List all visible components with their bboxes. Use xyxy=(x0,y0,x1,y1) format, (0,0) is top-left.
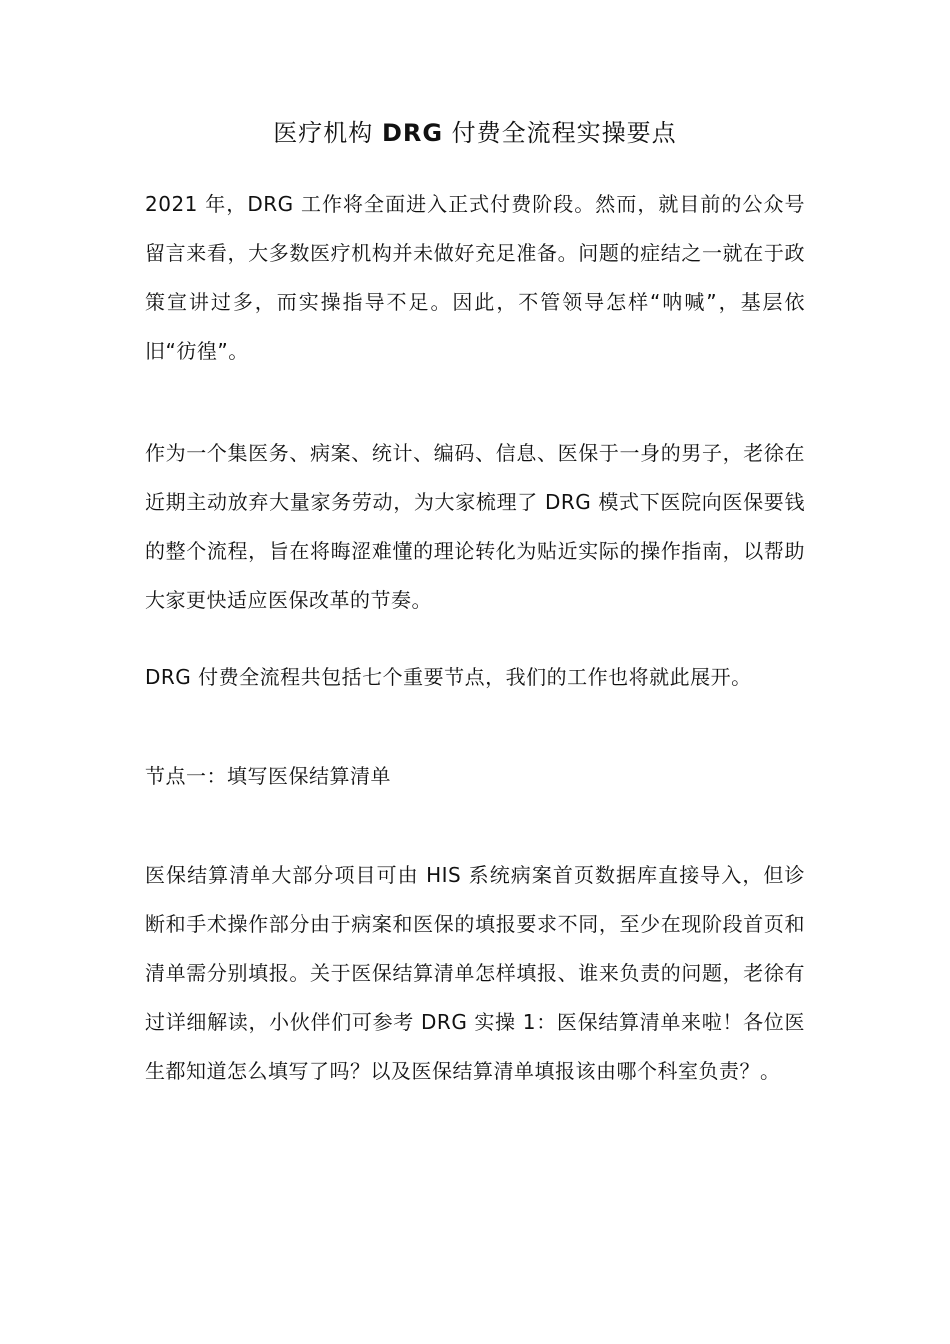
title-bold: DRG xyxy=(381,119,444,147)
paragraph-author: 作为一个集医务、病案、统计、编码、信息、医保于一身的男子，老徐在近期主动放弃大量家务劳动，为大家梳理了 DRG 模式下医院向医保要钱的整个流程，旨在将晦涩难懂的理论转化为贴近实际的操作指南，以帮助大家更快适应医保改革的节奏。 xyxy=(145,441,805,612)
title-suffix: 付费全流程实操要点 xyxy=(443,119,677,147)
document-title xyxy=(0,116,950,150)
title-prefix: 医疗机构 xyxy=(273,119,382,147)
paragraph-node-one: 医保结算清单大部分项目可由 HIS 系统病案首页数据库直接导入，但诊断和手术操作部分由于病案和医保的填报要求不同，至少在现阶段首页和清单需分别填报。关于医保结算清单怎样填报、谁来负责的问题，老徐有过详细解读，小伙伴们可参考 DRG 实操 1：医保结算清单来啦！各位医生都知道怎么填写了吗？以及医保结算清单填报该由哪个科室负责？。 xyxy=(145,863,805,1083)
section-heading-node-one: 节点一：填写医保结算清单 xyxy=(145,764,391,788)
paragraph-overview: DRG 付费全流程共包括七个重要节点，我们的工作也将就此展开。 xyxy=(145,665,752,689)
paragraph-intro: 2021 年，DRG 工作将全面进入正式付费阶段。然而，就目前的公众号留言来看，大多数医疗机构并未做好充足准备。问题的症结之一就在于政策宣讲过多，而实操指导不足。因此，不管领导怎样“呐喊”，基层依旧“彷徨”。 xyxy=(145,192,805,363)
